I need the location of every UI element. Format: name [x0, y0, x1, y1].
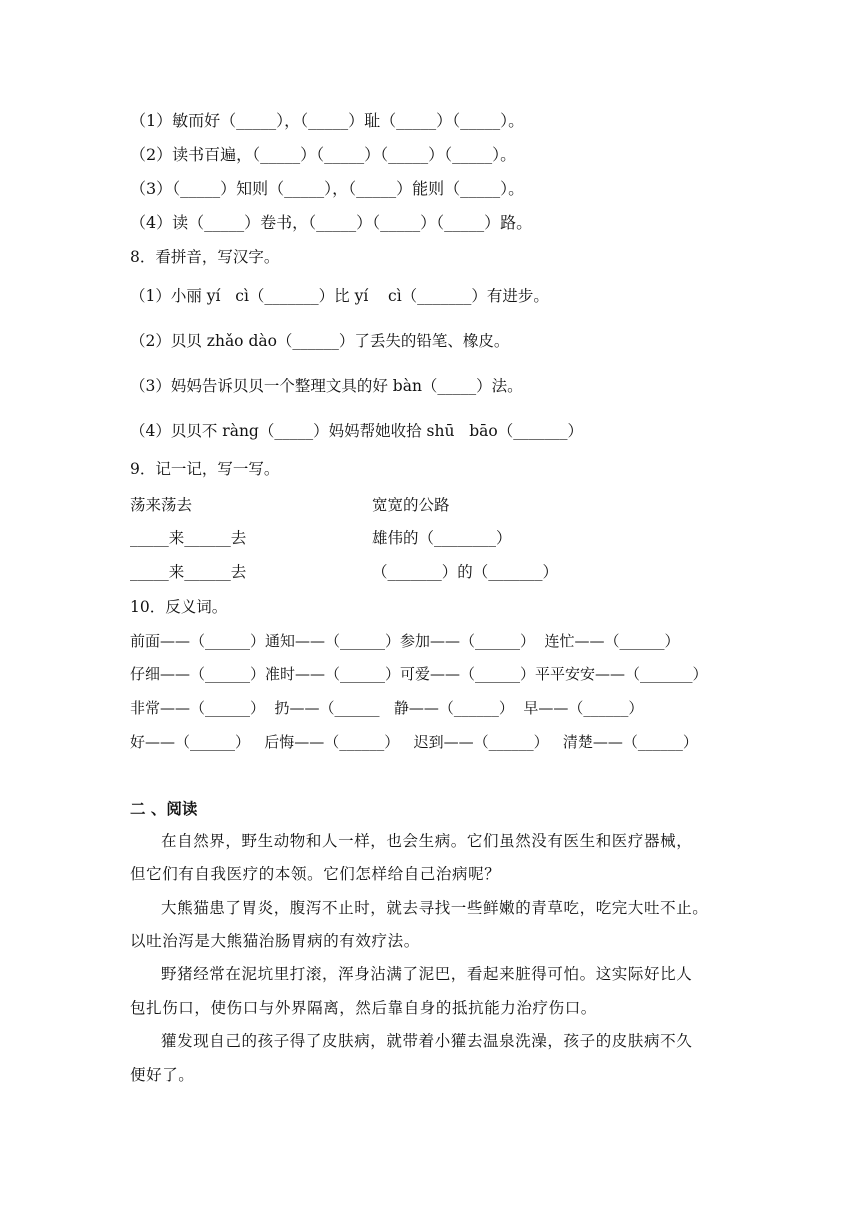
q9-left-1: 荡来荡去 [130, 496, 193, 514]
q10-title: 10．反义词。 [130, 598, 228, 616]
q8-line-3: （3）妈妈告诉贝贝一个整理文具的好 bàn（_____）法。 [130, 377, 523, 395]
q7-line-2: （2）读书百遍，（_____）（_____）（_____）（_____）。 [130, 145, 517, 164]
q8-line-1: （1）小丽 yí cì（_______）比 yí cì（_______）有进步。 [130, 287, 549, 305]
q7-line-4: （4）读（_____）卷书，（_____）（_____）（_____）路。 [130, 213, 533, 232]
q9-title: 9．记一记，写一写。 [130, 460, 280, 478]
q9-left-3: _____来______去 [130, 563, 247, 581]
reading-line-5: 野猪经常在泥坑里打滚，浑身沾满了泥巴，看起来脏得可怕。这实际好比人 [161, 965, 693, 983]
q10-row-3: 非常——（______） 扔——（______ 静——（______） 早——（______） [130, 699, 644, 717]
reading-line-6: 包扎伤口，使伤口与外界隔离，然后靠自身的抵抗能力治疗伤口。 [130, 999, 597, 1017]
reading-line-3: 大熊猫患了胃炎，腹泻不止时，就去寻找一些鲜嫩的青草吃，吃完大吐不止。 [161, 899, 709, 917]
q10-row-1: 前面——（______）通知——（______）参加——（______） 连忙——（______） [130, 632, 680, 650]
q9-right-3: （_______）的（_______） [372, 563, 559, 581]
reading-line-2: 但它们有自我医疗的本领。它们怎样给自己治病呢？ [130, 865, 501, 883]
reading-line-8: 便好了。 [130, 1066, 195, 1084]
reading-line-1: 在自然界，野生动物和人一样，也会生病。它们虽然没有医生和医疗器械， [161, 832, 693, 850]
q9-right-1: 宽宽的公路 [372, 496, 450, 514]
q9-left-2: _____来______去 [130, 529, 247, 547]
reading-line-4: 以吐治泻是大熊猫治肠胃病的有效疗法。 [130, 932, 420, 950]
q9-right-2: 雄伟的（________） [372, 529, 512, 547]
q10-row-4: 好——（______） 后悔——（______） 迟到——（______） 清楚——（______） [130, 733, 698, 751]
q8-line-2: （2）贝贝 zhǎo dào（______）了丢失的铅笔、橡皮。 [130, 332, 510, 350]
q7-line-3: （3）（_____）知则（_____），（_____）能则（_____）。 [130, 179, 525, 198]
reading-line-7: 獾发现自己的孩子得了皮肤病，就带着小獾去温泉洗澡，孩子的皮肤病不久 [161, 1032, 693, 1050]
q10-row-2: 仔细——（______）准时——（______）可爱——（______）平平安安——（_______） [130, 665, 708, 683]
q8-title: 8．看拼音，写汉字。 [130, 248, 280, 266]
q8-line-4: （4）贝贝不 ràng（_____）妈妈帮她收拾 shū bāo（_______） [130, 422, 583, 440]
q7-line-1: （1）敏而好（_____），（_____）耻（_____）（_____）。 [130, 111, 525, 130]
section2-heading: 二 、阅读 [130, 800, 198, 818]
